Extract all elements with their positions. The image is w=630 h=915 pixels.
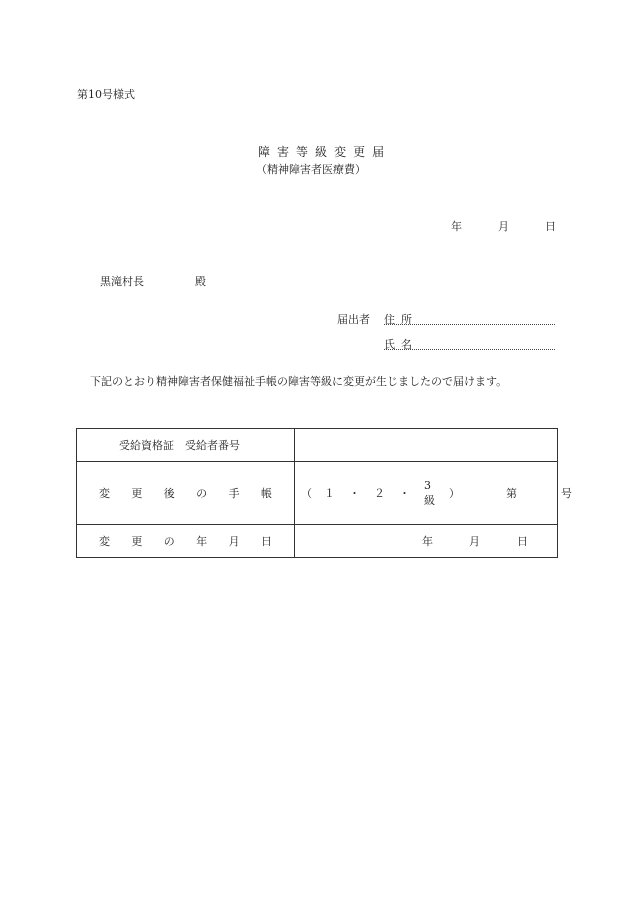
addressee-honorific: 殿	[195, 275, 206, 288]
address-label-char: 住	[384, 313, 395, 326]
title-char: 害	[277, 145, 290, 159]
changed-handbook-field[interactable]	[295, 462, 572, 525]
changed-handbook-label	[77, 485, 294, 501]
address-field[interactable]	[384, 324, 555, 325]
name-label-char: 名	[401, 338, 412, 351]
grade-close-paren: ）	[449, 487, 460, 500]
handbook-number-prefix: 第	[506, 487, 517, 500]
change-year-label: 年	[422, 535, 433, 548]
form-number: 第10号様式	[77, 88, 135, 101]
grade-separator: ・	[399, 487, 410, 500]
table-row	[77, 429, 558, 462]
change-day-label: 日	[517, 535, 528, 548]
label-char: 手	[228, 487, 240, 500]
label-char: 月	[228, 535, 240, 548]
title-char: 障	[258, 145, 271, 159]
recipient-number-label: 受給資格証 受給者番号	[119, 439, 240, 452]
addressee-name: 黒滝村長	[100, 275, 144, 288]
title-char: 等	[296, 145, 309, 159]
label-char: 年	[196, 535, 208, 548]
label-char: 変	[99, 487, 110, 500]
title-char: 届	[372, 145, 385, 159]
recipient-number-field[interactable]	[295, 429, 558, 462]
change-date-label	[77, 533, 294, 549]
grade-selection	[295, 478, 572, 508]
label-char: の	[163, 535, 175, 548]
title-char: 更	[353, 145, 366, 159]
grade-open-paren: （	[301, 487, 312, 500]
submission-year-label: 年	[451, 220, 462, 233]
label-char: 変	[99, 535, 110, 548]
change-date-label-cell	[77, 525, 295, 558]
change-month-label: 月	[469, 535, 480, 548]
name-field[interactable]	[384, 349, 555, 350]
grade-option-1[interactable]: １	[324, 487, 335, 500]
table-row	[77, 525, 558, 558]
title-char: 級	[315, 145, 328, 159]
label-char: 更	[131, 487, 143, 500]
grade-separator: ・	[349, 487, 360, 500]
label-char: 後	[163, 487, 175, 500]
table-row	[77, 462, 558, 525]
label-char: 更	[131, 535, 143, 548]
address-label-char: 所	[401, 313, 412, 326]
grade-option-2[interactable]: ２	[374, 487, 385, 500]
handbook-number-suffix: 号	[561, 487, 572, 500]
grade-option-3[interactable]: 3級	[424, 478, 435, 507]
title-char: 変	[334, 145, 347, 159]
label-char: 帳	[260, 487, 272, 500]
statement-text: 下記のとおり精神障害者保健福祉手帳の障害等級に変更が生じましたので届けます。	[90, 375, 508, 388]
applicant-label: 届出者	[337, 313, 370, 326]
name-label-char: 氏	[384, 338, 395, 351]
submission-day-label: 日	[545, 220, 556, 233]
label-char: の	[196, 487, 208, 500]
submission-month-label: 月	[498, 220, 509, 233]
change-form-table	[76, 428, 572, 558]
recipient-number-label-cell	[77, 429, 295, 462]
changed-handbook-label-cell	[77, 462, 295, 525]
label-char: 日	[260, 535, 272, 548]
change-date-parts	[295, 533, 557, 549]
change-date-field[interactable]	[295, 525, 558, 558]
document-subtitle: （精神障害者医療費）	[256, 163, 366, 176]
document-title	[258, 143, 384, 160]
